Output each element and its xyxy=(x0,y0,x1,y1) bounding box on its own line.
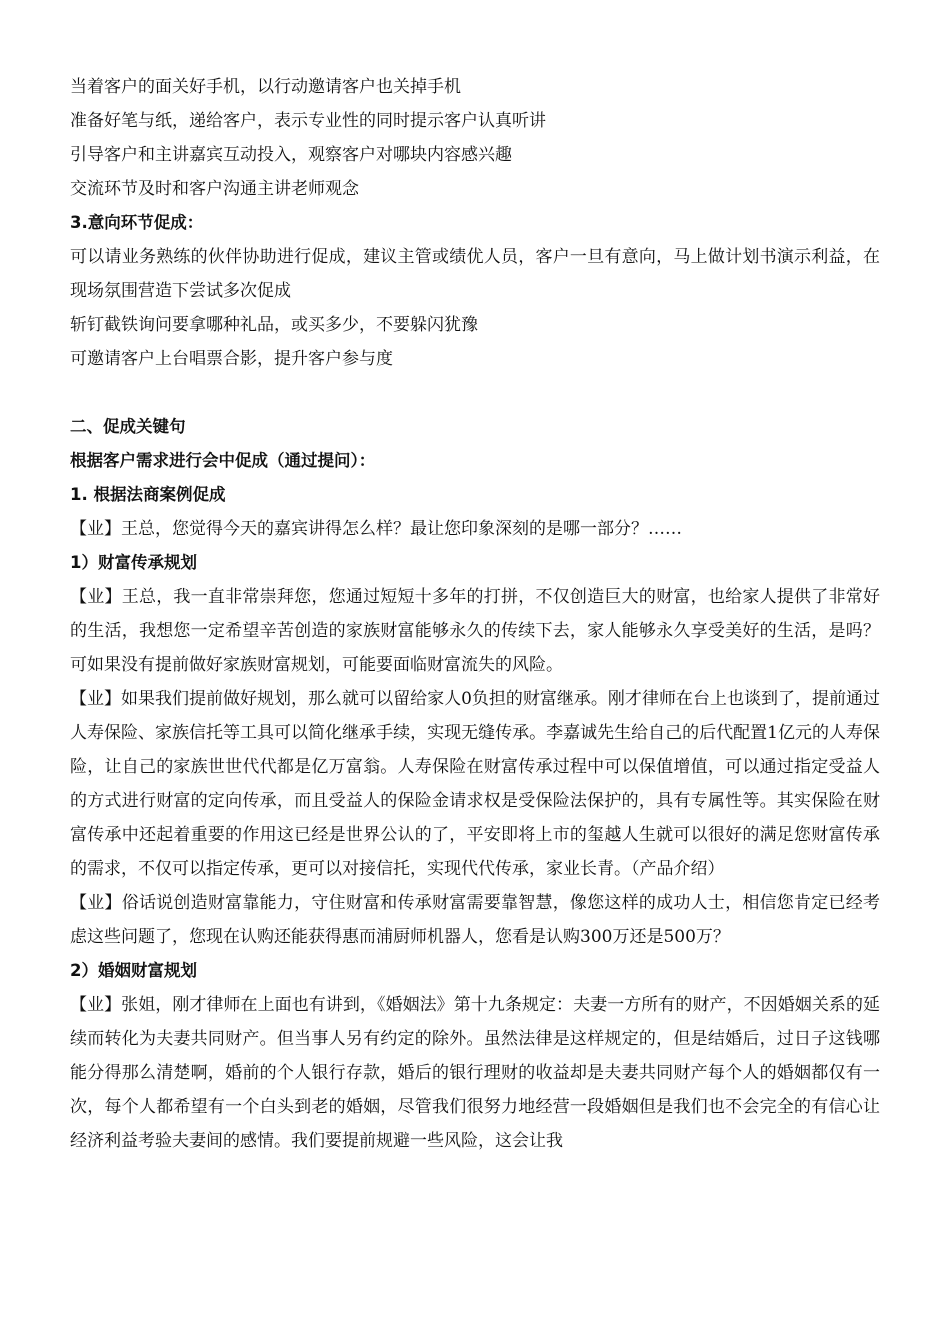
paragraph-intent: 可以请业务熟练的伙伴协助进行促成，建议主管或绩优人员，客户一旦有意向，马上做计划书演示利益，在现场氛围营造下尝试多次促成 xyxy=(70,247,880,301)
text-line: 斩钉截铁询问要拿哪种礼品，或买多少，不要躲闪犹豫 xyxy=(70,315,478,335)
text-line: 准备好笔与纸，递给客户，表示专业性的同时提示客户认真听讲 xyxy=(70,111,546,131)
text-line: 交流环节及时和客户沟通主讲老师观念 xyxy=(70,179,359,199)
blank-line xyxy=(70,376,880,410)
heading-needs: 根据客户需求进行会中促成（通过提问）： xyxy=(70,451,376,470)
paragraph-wealth-2: 【业】如果我们提前做好规划，那么就可以留给家人0负担的财富继承。刚才律师在台上也谈到了，提前通过人寿保险、家族信托等工具可以简化继承手续，实现无缝传承。李嘉诚先生给自己的后代配置1亿元的人寿保险，让自己的家族世世代代都是亿万富翁。人寿保险在财富传承过程中可以保值增值，可以通过指定受益人的方式进行财富的定向传承，而且受益人的保险金请求权是受保险法保护的，具有专属性等。其实保险在财富传承中还起着重要的作用这已经是世界公认的了，平安即将上市的玺越人生就可以很好的满足您财富传承的需求，不仅可以指定传承，更可以对接信托，实现代代传承，家业长青。（产品介绍） xyxy=(70,689,880,879)
heading-intent: 3.意向环节促成： xyxy=(70,213,204,232)
heading-section2: 二、促成关键句 xyxy=(70,417,186,436)
paragraph-wealth-1: 【业】王总，我一直非常崇拜您，您通过短短十多年的打拼，不仅创造巨大的财富，也给家人提供了非常好的生活，我想您一定希望辛苦创造的家族财富能够永久的传续下去，家人能够永久享受美好的生活，是吗？可如果没有提前做好家族财富规划，可能要面临财富流失的风险。 xyxy=(70,587,880,675)
heading-case: 1. 根据法商案例促成 xyxy=(70,485,226,504)
text-line: 引导客户和主讲嘉宾互动投入，观察客户对哪块内容感兴趣 xyxy=(70,145,512,165)
text-line: 可邀请客户上台唱票合影，提升客户参与度 xyxy=(70,349,393,369)
heading-marriage: 2）婚姻财富规划 xyxy=(70,961,197,980)
paragraph-wealth-3: 【业】俗话说创造财富靠能力，守住财富和传承财富需要靠智慧，像您这样的成功人士，相信您肯定已经考虑这些问题了，您现在认购还能获得惠而浦厨师机器人，您看是认购300万还是500万？ xyxy=(70,893,880,947)
paragraph-marriage: 【业】张姐，刚才律师在上面也有讲到，《婚姻法》第十九条规定：夫妻一方所有的财产，不因婚姻关系的延续而转化为夫妻共同财产。但当事人另有约定的除外。虽然法律是这样规定的，但是结婚后，过日子这钱哪能分得那么清楚啊，婚前的个人银行存款，婚后的银行理财的收益却是夫妻共同财产每个人的婚姻都仅有一次，每个人都希望有一个白头到老的婚姻，尽管我们很努力地经营一段婚姻但是我们也不会完全的有信心让经济利益考验夫妻间的感情。我们要提前规避一些风险，这会让我 xyxy=(70,995,880,1151)
text-line: 当着客户的面关好手机，以行动邀请客户也关掉手机 xyxy=(70,77,461,97)
case-intro: 【业】王总，您觉得今天的嘉宾讲得怎么样？最让您印象深刻的是哪一部分？…… xyxy=(70,519,682,539)
heading-wealth: 1）财富传承规划 xyxy=(70,553,197,572)
